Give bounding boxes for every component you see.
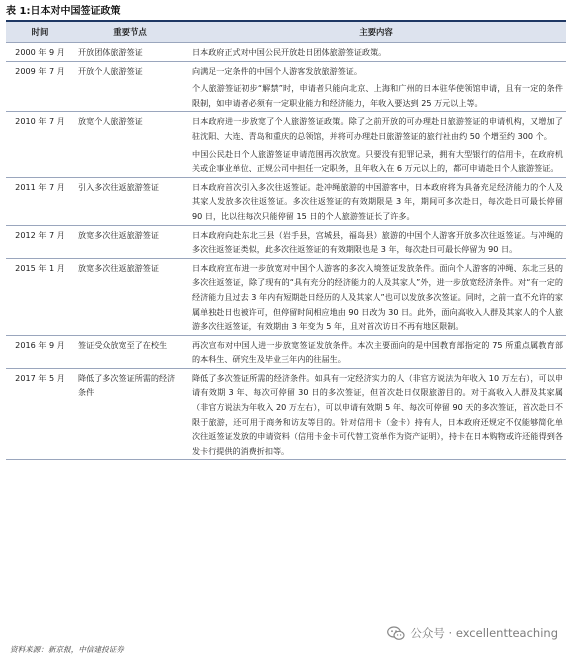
- table-row: [6, 335, 566, 368]
- wechat-icon: [387, 626, 405, 641]
- content-paragraph: 日本政府向赴东北三县（岩手县，宫城县，福岛县）旅游的中国个人游客开放多次往返签证。与冲绳的多次往返签证类似，此多次往返签证的有效期限也是 3 年，每次赴日可最长停留为 90 日。: [192, 229, 563, 255]
- table-row: [6, 43, 566, 62]
- row-node: 开放个人旅游签证: [74, 61, 186, 112]
- content-paragraph: 降低了多次签证所需的经济条件。如具有一定经济实力的人（非官方说法为年收入 10 万左右），可以申请有效期 3 年、每次可停留 30 日的多次签证，但首次赴日仅限旅游目的。对于高收入人群及其家属（非官方说法为年收入 20 万左右），可以申请有效期 5 年、每次可停留 90 天的多次签证，首次赴日不限于旅游，还可用于商务和访友等目的。针对信用卡（金卡）持有人，日本政府还规定不仅能够简化单次往返签证发放的申请资料（信用卡金卡可代替工资单作为资产证明），持卡在日本购物或许还能得到各发卡行提供的消费折扣等。: [192, 372, 563, 456]
- content-paragraph: 日本政府正式对中国公民开放赴日团体旅游签证政策。: [192, 47, 387, 57]
- row-content: [186, 335, 566, 368]
- row-node: 放宽个人旅游签证: [74, 112, 186, 177]
- content-paragraph: 向满足一定条件的中国个人游客发放旅游签证。: [192, 65, 362, 76]
- table-row: [6, 258, 566, 335]
- row-date: 2009 年 7 月: [6, 61, 74, 112]
- row-node: 签证受众放宽至了在校生: [74, 335, 186, 368]
- content-paragraph: 日本政府宣布进一步放宽对中国个人游客的多次入境签证发放条件。面向个人游客的冲绳、东北三县的多次往返签证，除了现有的“具有充分的经济能力的人及其家人”外，进一步放宽经济条件。对“有一定的经济能力且过去 3 年内有短期赴日经历的人及其家人”也可以发放多次签证。同时，之前一直不允许的家属单独赴日也被许可，但停留时间相应地由 90 日改为 30 日。此外，面向高收入人群及其家人的个人旅游多次往返签证，有效期由 3 年变为 5 年，且对首次访日不再有地区限制。: [192, 262, 563, 332]
- header-time: 时间: [6, 22, 74, 43]
- row-date: 2015 年 1 月: [6, 258, 74, 335]
- row-node: 引入多次往返旅游签证: [74, 177, 186, 225]
- table-row: [6, 368, 566, 460]
- content-paragraph: 再次宣布对中国人进一步放宽签证发放条件。本次主要面向的是中国教育部指定的 75 所重点属教育部的本科生、研究生及毕业三年内的往届生。: [192, 339, 563, 365]
- row-content: [186, 258, 566, 335]
- row-date: 2011 年 7 月: [6, 177, 74, 225]
- table-title: 表 1:日本对中国签证政策: [6, 6, 121, 17]
- watermark: [387, 625, 558, 641]
- table-header: [6, 22, 566, 43]
- header-content: 主要内容: [186, 22, 566, 43]
- document: [6, 4, 566, 460]
- row-content: [186, 112, 566, 177]
- row-node: 放宽多次往返旅游签证: [74, 225, 186, 258]
- row-content: [186, 43, 566, 62]
- row-date: 2017 年 5 月: [6, 368, 74, 460]
- header-node: 重要节点: [74, 22, 186, 43]
- table-row: [6, 225, 566, 258]
- content-paragraph: 个人旅游签证初步“解禁”时，申请者只能向北京、上海和广州的日本驻华使领馆申请，且有一定的条件限制，如申请者必须有一定职业能力和经济能力，年收入要达到 25 万元以上等。: [192, 83, 563, 108]
- content-paragraph: 日本政府首次引入多次往返签证。赴冲绳旅游的中国游客中，日本政府将为具备充足经济能力的个人及其家人发放多次往返签证。多次往返签证的有效期限是 3 年，期间可多次赴日，每次赴日可最长停留 90 日，比以往每次只能停留 15 日的个人旅游签证长了许多。: [192, 181, 563, 221]
- row-content: [186, 61, 566, 112]
- row-date: 2016 年 9 月: [6, 335, 74, 368]
- row-date: 2012 年 7 月: [6, 225, 74, 258]
- table-row: [6, 112, 566, 177]
- row-date: 2000 年 9 月: [6, 43, 74, 62]
- table-body: [6, 43, 566, 460]
- row-content: [186, 368, 566, 460]
- visa-policy-table: [6, 22, 566, 460]
- watermark-text: 公众号 · excellentteaching: [410, 626, 558, 640]
- content-paragraph: 日本政府进一步放宽了个人旅游签证政策。除了之前开放的可办理赴日旅游签证的申请机构，又增加了驻沈阳、大连、青岛和重庆的总领馆，并将可办理赴日旅游签证的旅行社由约 50 个增至约 300 个。: [192, 116, 563, 141]
- row-node: 开放团体旅游签证: [74, 43, 186, 62]
- row-date: 2010 年 7 月: [6, 112, 74, 177]
- row-node: 放宽多次往返旅游签证: [74, 258, 186, 335]
- row-content: [186, 177, 566, 225]
- table-row: [6, 177, 566, 225]
- table-row: [6, 61, 566, 112]
- row-content: [186, 225, 566, 258]
- header-row: [6, 22, 566, 43]
- content-paragraph: 中国公民赴日个人旅游签证申请范围再次放宽。只要没有犯罪记录，拥有大型银行的信用卡，在政府机关或企事业单位、正规公司中担任一定职务，且年收入在 6 万元以上的，都可申请赴日个人旅游签证。: [192, 148, 563, 174]
- row-node: 降低了多次签证所需的经济条件: [74, 368, 186, 460]
- source-note: 资料来源：新京报，中信建投证券: [10, 645, 124, 654]
